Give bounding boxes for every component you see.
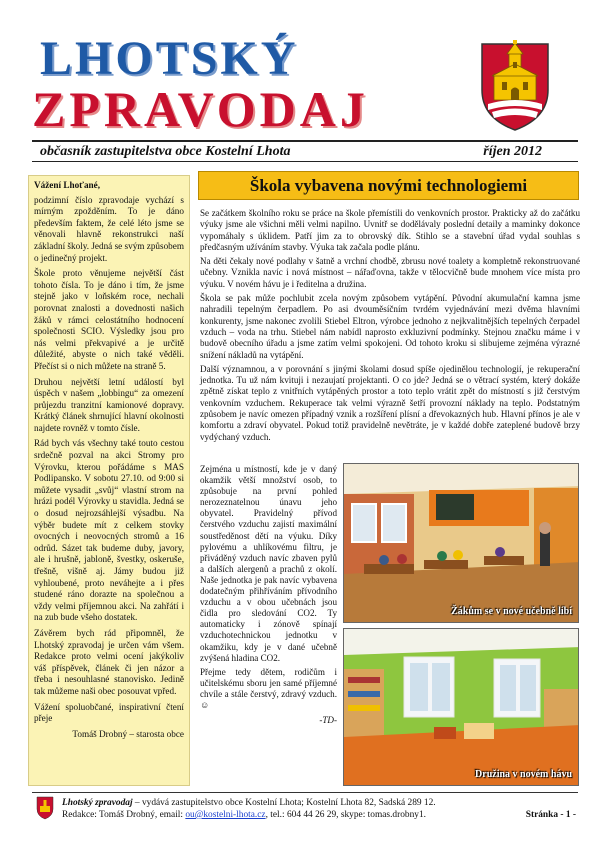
masthead-line2: ZPRAVODAJ — [32, 81, 369, 137]
masthead-line1: LHOTSKÝ — [40, 32, 299, 85]
classroom-photo — [343, 463, 579, 623]
editorial-paragraph: Závěrem bych rád připomněl, že Lhotský zpravodaj je určen vám všem. Redakce proto velmi ocení jakýkoliv váš příspěvek, článek či jen názor a třeba i nesouhlasné stanovisko. Jedině tak můžeme naši obec posouvat vpřed. — [34, 627, 184, 696]
editorial-sidebar — [28, 175, 190, 786]
coat-of-arms-icon — [478, 40, 552, 132]
editorial-paragraph: Vážení spoluobčané, inspirativní čtení přeje — [34, 701, 184, 724]
article-headline: Škola vybavena novými technologiemi — [198, 171, 579, 200]
editorial-greeting: Vážení Lhoťané, — [34, 180, 101, 190]
footer-phone: , tel.: 604 44 26 29, skype: tomas.drobny1. — [265, 810, 426, 820]
article-paragraph: Škola se pak může pochlubit zcela novým způsobem vytápění. Původní akumulační kamna jsme nahradili tepelným čerpadlem. Po asi dvouměsíčním tvrdém vyjednávání mezi dvěma hlavními konkurenty, jsme nakonec zvolili Stiebel Eltron, výrobce jednoho z nejkvalitnějších tepelných čerpadel vzduch – voda na trhu. Stiebel nám nabídl naprosto exkluzivní podmínky. Stejnou značku máme i v budově obecního úřadu a jsme zatím velmi spokojeni. Od tohoto kroku si slibujeme zejména výrazné snížení nákladů na vytápění. — [200, 293, 580, 360]
article-paragraph: Zejména u místností, kde je v daný okamžik větší množství osob, to způsobuje na první pohled nerozeznatelnou únavu jeho obyvatel. Pravidelný přívod čerstvého vzduchu zajistí maximální soustředěnost dětí na výuku. Díky pylovému a uhlíkovému filtru, je přiváděný vzduch navíc zbaven pylů a dalších alergenů a prachů z okolí. Naše jednotka je pak navíc vybavena dodatečným přihříváním přívodního vzduchu a v obou učebnách jsou čidla pro sledování CO2. Ty automaticky i zónově spínají vzduchotechnickou jednotku v okamžiku, kdy je v dané učebně zvýšená hladina CO2. — [200, 464, 337, 663]
footer-publisher-line — [62, 797, 582, 809]
issue-date: říjen 2012 — [483, 144, 542, 159]
editorial-paragraph: Škole proto věnujeme největší část tohoto čísla. To je dáno i tím, že jsme stejně jako v loňském roce, nechali porovnat znalosti a dovednosti našich žáků v rámci celostátního hodnocení společnosti SCIO. Výsledky jsou pro nás velmi překvapivé a je určitě důležité, abyste o nich také věděli. Přečíst si o nich můžete na straně 5. — [34, 268, 184, 371]
article-body-continued — [200, 464, 337, 726]
footer-address: – vydává zastupitelstvo obce Kostelní Lhota; Kostelní Lhota 82, Sadská 289 12. — [132, 798, 436, 808]
editorial-signature: Tomáš Drobný – starosta obce — [72, 728, 184, 739]
footer-divider — [32, 792, 578, 793]
article-paragraph: Na děti čekaly nové podlahy v šatně a vrchní chodbě, zbrusu nové toalety a kompletně rekonstruované učebny. Vznikla navíc i nová místnost – nářaďovna, takže v tělocvičně bude mnohem více místa pro výuku. V novém hávu je i ředitelna a družina. — [200, 256, 580, 289]
footer — [62, 797, 582, 821]
photo-caption: Družina v novém hávu — [475, 769, 572, 780]
article-author: -TD- — [319, 715, 337, 726]
subtitle: občasník zastupitelstva obce Kostelní Lhota — [40, 144, 291, 159]
article-paragraph: Další významnou, a v porovnání s jinými školami dosud spíše ojedinělou technologií, je rekuperační jednotka. Tu už nám kvituji i nezaujatí projektanti. O co jde? Jedná se o větrací systém, který dokáže zpětně získat teplo z vnitřních vytápěných prostor a toto teplo vrátit zpět do místností s již čerstvým venkovním vzduchem. Rekuperace tak velmi výrazně šetří provozní náklady na teplo. Podstatným způsobem je navíc omezen případný vznik a rozšíření plísní a dřevokazných hub. Hlavní přínos je ale v komfortu a zdraví obyvatel. Pokud totiž pravidelně nevětráte, je v každé dobře zateplené budově brzy vydýchaný vzduch. — [200, 363, 580, 442]
article-paragraph: Přejme tedy dětem, rodičům i učitelskému sboru jen samé příjemné chvíle a stále čerstvý, zdravý vzduch. ☺ — [200, 666, 337, 710]
article-body — [200, 208, 580, 446]
subtitle-bar — [32, 140, 578, 162]
footer-editor: Redakce: Tomáš Drobný, email: — [62, 810, 186, 820]
page-number: Stránka - 1 - — [525, 810, 576, 820]
article-paragraph: Se začátkem školního roku se práce na škole přemístili do venkovních prostor. Prakticky až do začátku výuky jsme ale všichni měli velmi napilno. Uvnitř se dodělávaly poslední detaily a maminky dokonce vypomáhaly s úklidem. Patří jim za to obrovský dík. Stihlo se a stavební úřad vydal souhlas s předčasným užíváním stavby. Výuka tak začala podle plánu. — [200, 208, 580, 252]
footer-email-link[interactable]: ou@kostelni-lhota.cz — [185, 810, 266, 820]
footer-name: Lhotský zpravodaj — [62, 798, 133, 808]
editorial-paragraph: podzimní číslo zpravodaje vychází s mírným zpožděním. To je dáno především faktem, že celé léto jsme se věnovali hlavně rekonstrukci naší základní školy. Jedná se svým způsobem o jedinečný projekt. — [34, 194, 184, 263]
club-room-photo — [343, 628, 579, 786]
footer-coat-of-arms-icon — [36, 796, 54, 820]
photo-caption: Žákům se v nové učebně líbí — [451, 606, 572, 617]
editorial-paragraph: Druhou největší letní událostí byl úspěch v našem „lobbingu“ za omezení průjezdu tranzitní kamionové dopravy. Krátký článek shrnující hlavní okolnosti najdete rovněž v tomto čísle. — [34, 376, 184, 433]
masthead — [32, 34, 472, 144]
footer-contact-line — [62, 809, 582, 821]
editorial-paragraph: Rád bych vás všechny také touto cestou srdečně pozval na akci Stromy pro Výrovku, kterou pořádáme s MAS Podlipansko. V sobotu 27.10. od 9:00 si můžete vysadit „svůj“ vlastní strom na hrázi podél Výrovky u stavidla. Jedná se o dosud nejrozsáhlejší výsadbu. Na výběr budete mít z celkem stovky ovocných i neovocných stromů a 16 odrůd. Sázet tak budeme duby, javory, ale i hrušně, jabloně, švestky, oskeruše, třešně, višně aj. Jámy budou již vyhloubené, proto neváhejte a i přes studené ráno dorazte na společnou a vždy velmi příjemnou akci. Na zahřátí i na zub bude všeho dostatek. — [34, 438, 184, 623]
